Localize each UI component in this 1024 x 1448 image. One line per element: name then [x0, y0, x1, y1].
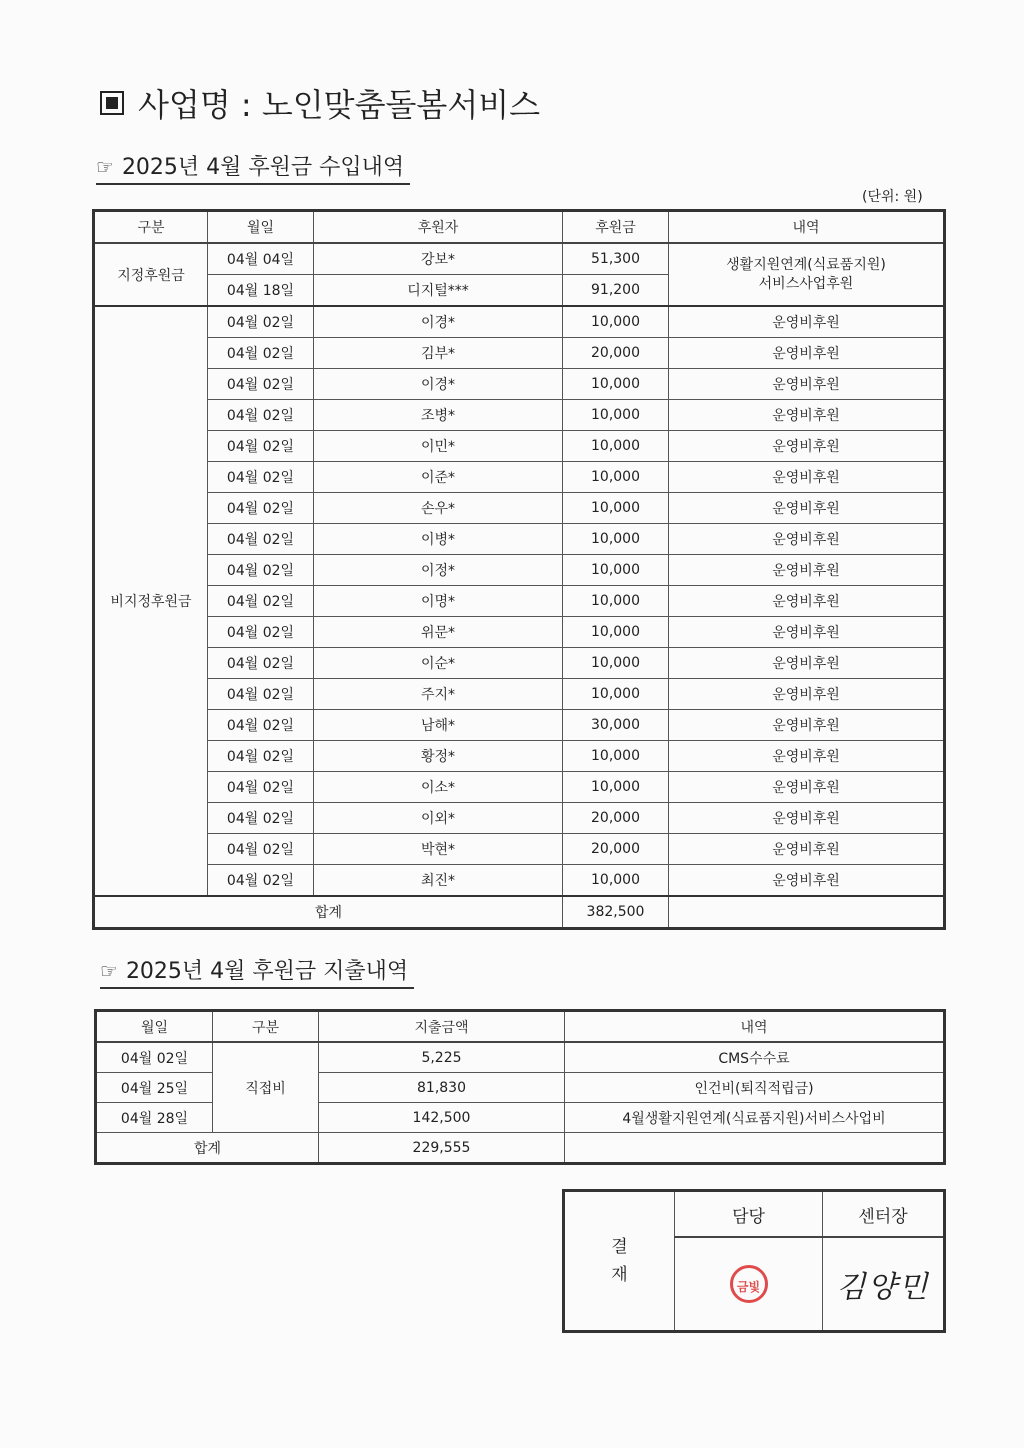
- donor-cell: 조병*: [314, 400, 563, 431]
- date-cell: 04월 02일: [208, 400, 314, 431]
- amount-cell: 10,000: [563, 493, 669, 524]
- amount-cell: 10,000: [563, 462, 669, 493]
- date-cell: 04월 02일: [208, 772, 314, 803]
- approval-label-2: 재: [611, 1265, 628, 1285]
- total-detail: [669, 896, 945, 929]
- detail-cell: 4월생활지원연계(식료품지원)서비스사업비: [565, 1103, 945, 1133]
- table-row: [94, 617, 945, 648]
- total-amount: 229,555: [319, 1133, 565, 1164]
- date-cell: 04월 02일: [208, 306, 314, 338]
- approval-col-manager: 담당: [675, 1191, 823, 1238]
- date-cell: 04월 25일: [96, 1073, 213, 1103]
- amount-cell: 10,000: [563, 865, 669, 897]
- donor-cell: 이병*: [314, 524, 563, 555]
- date-cell: 04월 02일: [208, 803, 314, 834]
- amount-cell: 51,300: [563, 243, 669, 275]
- table-row: [94, 338, 945, 369]
- detail-cell: 생활지원연계(식료품지원) 서비스사업후원: [669, 243, 945, 306]
- date-cell: 04월 02일: [208, 710, 314, 741]
- approval-label: [564, 1191, 675, 1332]
- amount-cell: 20,000: [563, 834, 669, 865]
- table-row: [94, 400, 945, 431]
- handwritten-signature: 김양민: [836, 1270, 930, 1305]
- date-cell: 04월 02일: [208, 679, 314, 710]
- column-header: 구분: [94, 211, 208, 244]
- column-header: 구분: [213, 1011, 319, 1043]
- detail-cell: 운영비후원: [669, 710, 945, 741]
- detail-cell: 운영비후원: [669, 679, 945, 710]
- detail-cell: 운영비후원: [669, 803, 945, 834]
- table-row: [94, 710, 945, 741]
- date-cell: 04월 02일: [208, 462, 314, 493]
- detail-cell: 운영비후원: [669, 865, 945, 897]
- date-cell: 04월 02일: [208, 431, 314, 462]
- approval-box: [562, 1189, 946, 1333]
- table-row: [96, 1042, 945, 1073]
- amount-cell: 10,000: [563, 524, 669, 555]
- approval-col-director: 센터장: [823, 1191, 945, 1238]
- detail-cell: 운영비후원: [669, 493, 945, 524]
- total-row: [94, 896, 945, 929]
- donor-cell: 박현*: [314, 834, 563, 865]
- amount-cell: 10,000: [563, 648, 669, 679]
- amount-cell: 10,000: [563, 772, 669, 803]
- category-cell: 지정후원금: [94, 243, 208, 306]
- table-row: [94, 865, 945, 897]
- page-title-text: 사업명 : 노인맞춤돌봄서비스: [138, 86, 541, 124]
- page-title: [100, 80, 540, 126]
- donor-cell: 이명*: [314, 586, 563, 617]
- expense-heading-text: 2025년 4월 후원금 지출내역: [125, 959, 409, 984]
- donor-cell: 디지털***: [314, 275, 563, 307]
- amount-cell: 10,000: [563, 555, 669, 586]
- table-row: [94, 462, 945, 493]
- detail-cell: 운영비후원: [669, 524, 945, 555]
- date-cell: 04월 02일: [208, 338, 314, 369]
- amount-cell: 142,500: [319, 1103, 565, 1133]
- detail-cell: 운영비후원: [669, 338, 945, 369]
- table-row: [94, 803, 945, 834]
- date-cell: 04월 02일: [208, 369, 314, 400]
- pointing-hand-icon: ☞: [100, 959, 118, 983]
- date-cell: 04월 02일: [208, 834, 314, 865]
- amount-cell: 10,000: [563, 400, 669, 431]
- column-header: 월일: [208, 211, 314, 244]
- date-cell: 04월 02일: [208, 648, 314, 679]
- date-cell: 04월 02일: [96, 1042, 213, 1073]
- income-heading: [96, 150, 410, 185]
- donor-cell: 김부*: [314, 338, 563, 369]
- detail-cell: 운영비후원: [669, 741, 945, 772]
- detail-cell: 운영비후원: [669, 772, 945, 803]
- detail-cell: 인건비(퇴직적립금): [565, 1073, 945, 1103]
- donor-cell: 위문*: [314, 617, 563, 648]
- date-cell: 04월 02일: [208, 617, 314, 648]
- amount-cell: 10,000: [563, 369, 669, 400]
- donor-cell: 이경*: [314, 306, 563, 338]
- total-row: [96, 1133, 945, 1164]
- unit-label: (단위: 원): [862, 189, 923, 205]
- amount-cell: 10,000: [563, 586, 669, 617]
- table-row: [94, 772, 945, 803]
- column-header: 월일: [96, 1011, 213, 1043]
- expense-table: [94, 1009, 946, 1165]
- date-cell: 04월 04일: [208, 243, 314, 275]
- director-signature-cell: [823, 1237, 945, 1332]
- table-row: [94, 741, 945, 772]
- income-heading-text: 2025년 4월 후원금 수입내역: [121, 155, 405, 180]
- column-header: 후원자: [314, 211, 563, 244]
- amount-cell: 91,200: [563, 275, 669, 307]
- square-bullet-icon: [100, 91, 124, 115]
- donor-cell: 이정*: [314, 555, 563, 586]
- amount-cell: 20,000: [563, 803, 669, 834]
- table-row: [94, 493, 945, 524]
- date-cell: 04월 02일: [208, 865, 314, 897]
- date-cell: 04월 02일: [208, 586, 314, 617]
- donor-cell: 이순*: [314, 648, 563, 679]
- amount-cell: 30,000: [563, 710, 669, 741]
- table-row: [94, 243, 945, 275]
- table-row: [94, 679, 945, 710]
- income-table: [92, 209, 946, 930]
- amount-cell: 10,000: [563, 306, 669, 338]
- table-row: [94, 834, 945, 865]
- donor-cell: 황정*: [314, 741, 563, 772]
- donor-cell: 이민*: [314, 431, 563, 462]
- table-row: [94, 306, 945, 338]
- column-header: 내역: [669, 211, 945, 244]
- total-detail: [565, 1133, 945, 1164]
- table-row: [94, 648, 945, 679]
- table-row: [94, 369, 945, 400]
- column-header: 지출금액: [319, 1011, 565, 1043]
- detail-cell: 운영비후원: [669, 462, 945, 493]
- date-cell: 04월 02일: [208, 524, 314, 555]
- pointing-hand-icon: ☞: [96, 155, 114, 179]
- amount-cell: 81,830: [319, 1073, 565, 1103]
- date-cell: 04월 02일: [208, 741, 314, 772]
- amount-cell: 10,000: [563, 679, 669, 710]
- donor-cell: 이준*: [314, 462, 563, 493]
- donor-cell: 이경*: [314, 369, 563, 400]
- table-row: [94, 431, 945, 462]
- detail-cell: 운영비후원: [669, 431, 945, 462]
- table-row: [94, 586, 945, 617]
- amount-cell: 10,000: [563, 431, 669, 462]
- detail-cell: 운영비후원: [669, 617, 945, 648]
- amount-cell: 20,000: [563, 338, 669, 369]
- detail-cell: 운영비후원: [669, 369, 945, 400]
- amount-cell: 10,000: [563, 741, 669, 772]
- date-cell: 04월 02일: [208, 555, 314, 586]
- category-cell: 비지정후원금: [94, 306, 208, 896]
- detail-cell: 운영비후원: [669, 586, 945, 617]
- approval-label-1: 결: [611, 1237, 628, 1257]
- donor-cell: 손우*: [314, 493, 563, 524]
- donor-cell: 이소*: [314, 772, 563, 803]
- detail-cell: 운영비후원: [669, 306, 945, 338]
- category-cell: 직접비: [213, 1042, 319, 1133]
- detail-cell: 운영비후원: [669, 834, 945, 865]
- amount-cell: 5,225: [319, 1042, 565, 1073]
- detail-cell: 운영비후원: [669, 648, 945, 679]
- detail-cell: 운영비후원: [669, 555, 945, 586]
- seal-stamp: 금빛: [730, 1265, 768, 1303]
- date-cell: 04월 28일: [96, 1103, 213, 1133]
- table-row: [94, 524, 945, 555]
- donor-cell: 최진*: [314, 865, 563, 897]
- detail-cell: CMS수수료: [565, 1042, 945, 1073]
- expense-heading: [100, 954, 414, 989]
- manager-stamp-cell: [675, 1237, 823, 1332]
- donor-cell: 강보*: [314, 243, 563, 275]
- donor-cell: 주지*: [314, 679, 563, 710]
- column-header: 내역: [565, 1011, 945, 1043]
- table-row: [94, 555, 945, 586]
- total-label: 합계: [94, 896, 563, 929]
- amount-cell: 10,000: [563, 617, 669, 648]
- detail-cell: 운영비후원: [669, 400, 945, 431]
- date-cell: 04월 18일: [208, 275, 314, 307]
- donor-cell: 이외*: [314, 803, 563, 834]
- date-cell: 04월 02일: [208, 493, 314, 524]
- total-label: 합계: [96, 1133, 319, 1164]
- donor-cell: 남해*: [314, 710, 563, 741]
- total-amount: 382,500: [563, 896, 669, 929]
- column-header: 후원금: [563, 211, 669, 244]
